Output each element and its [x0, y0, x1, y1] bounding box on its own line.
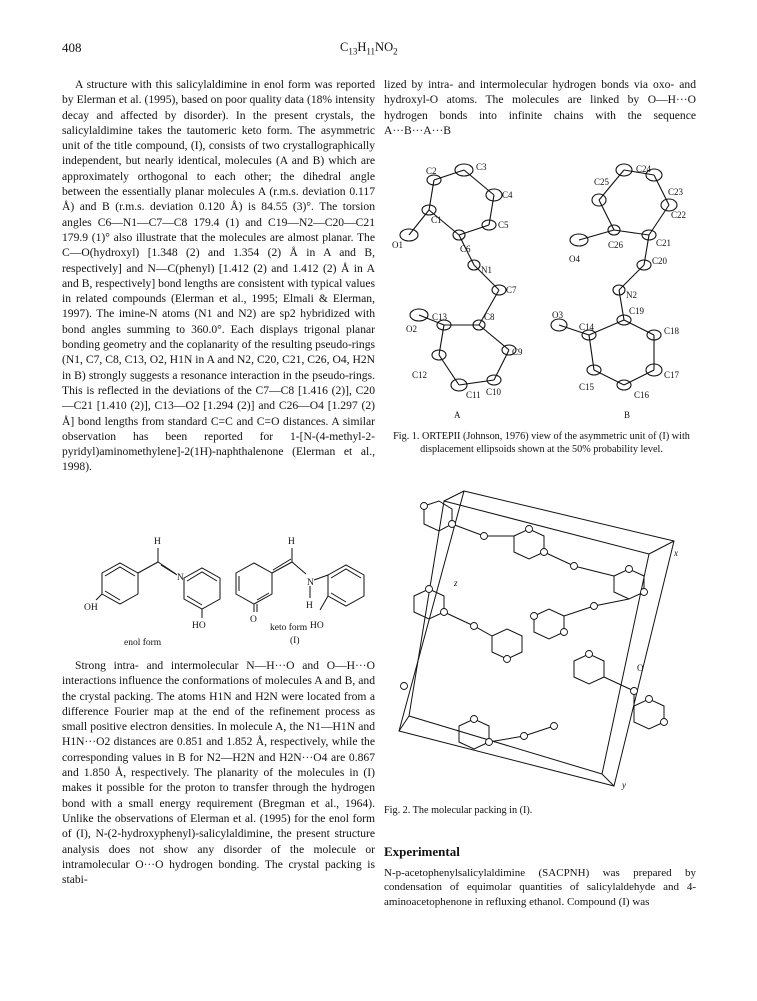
- scheme-o-keto: O: [250, 615, 257, 625]
- axis-label-origin: O: [637, 663, 644, 673]
- atom-label: C6: [460, 244, 471, 254]
- atom-label: C21: [656, 238, 672, 248]
- atom-label: C7: [506, 285, 517, 295]
- atom-label: C5: [498, 220, 509, 230]
- scheme-n-keto: N: [307, 578, 314, 588]
- unit-cell: [399, 491, 674, 786]
- atom-label: C19: [629, 306, 645, 316]
- paragraph: Strong intra- and intermolecular N—H···O and O—H···O interactions influence the conformations of molecules A and B, and the crystal packing. The atoms H1N and H2N were located from a difference Fourier map at the end of the refinement process as small positive electron densities. In molecule A, the N1—H1N and H1N···O2 distances are 0.851 and 1.852 Å, respectively, while the corresponding values in B for N2—H2N and H2N···O4 are 0.867 and 1.850 Å, respectively. The planarity of the molecules in (I) makes it possible for the proton to transfer through the hydrogen bond with a small energy requirement (Bregman et al., 1964). Unlike the observations of Elerman et al. (1995) for the enol form of (I), N-(2-hydroxyphenyl)-salicylaldimine, the present structure analysis does not show any disorder of the molecule or intramolecular O···O hydrogen bonding. The crystal packing is stabi-: [62, 659, 375, 887]
- atom-label: C11: [466, 390, 481, 400]
- page-number: 408: [62, 40, 82, 55]
- section-heading-experimental: Experimental: [384, 844, 460, 859]
- atom-label: C3: [476, 162, 487, 172]
- molecule-b: [551, 164, 677, 390]
- atom-label: C17: [664, 370, 680, 380]
- paragraph: lized by intra- and intermolecular hydrogen bonds via oxo- and hydroxyl-O atoms. The molecules are linked by O—H···O hydrogen bonds into infinite chains with the sequence A···B···A···B: [384, 78, 696, 137]
- atom-label: C23: [668, 187, 684, 197]
- atom-label: C25: [594, 177, 610, 187]
- scheme-h-enol: H: [154, 537, 161, 547]
- atom-label: O3: [552, 310, 563, 320]
- experimental-text: [384, 866, 696, 909]
- scheme-h-keto: H: [288, 537, 295, 547]
- atom-label: C15: [579, 382, 595, 392]
- paragraph: A structure with this salicylaldimine in enol form was reported by Elerman et al. (1995), based on poor quality data (18% intensity decay and affected by disorder). In the present crystals, the salicylaldimine takes the tautomeric keto form. The asymmetric unit of the title compound, (I), consists of two crystallographically independent, but nearly identical, molecules (A and B) which are approximately orthogonal to each other; the dihedral angle between the essentially planar molecules A (r.m.s. deviation 0.117 Å) and B (r.m.s. deviation 0.120 Å) is 84.55 (3)°. The torsion angles C6—N1—C7—C8 179.4 (1) and C19—N2—C20—C21 179.9 (1)° also illustrate that the molecules are almost planar. The C—O(hydroxyl) [1.348 (2) and 1.354 (2) Å in A and B, respectively] and N—C(phenyl) [1.412 (2) and 1.412 (2) Å in A and B, respectively] bond lengths are consistent with typical values in related compounds (Elerman et al., 1995; Elmali & Elerman, 1997). The imine-N atoms (N1 and N2) are sp2 hybridized with bond angles summing to 360.0°. Each displays trigonal planar bonding geometry and the coplanarity of the resulting pseudo-rings (N1, C7, C8, C13, O2, H1N in A and N2, C20, C21, C26, O4, H2N in B) strongly suggests a resonance interaction in the pseudo-rings. This is reflected in the deviations of the C7—C8 [1.416 (2)], C20—C21 [1.410 (2)], C13—O2 [1.294 (2)] and C26—O4 [1.297 (2) Å] bond lengths from standard C=C and C=O distances. A similar observation has been reported for 1-[N-(4-methyl-2-pyridyl)aminomethylene]-2(1H)-naphthalenone (Elerman et al., 1998).: [62, 78, 375, 474]
- atom-label: C22: [671, 210, 687, 220]
- figure-2-packing: [384, 476, 704, 796]
- atom-label: C26: [608, 240, 624, 250]
- left-column-text-2: [62, 658, 375, 887]
- atom-label: O2: [406, 324, 417, 334]
- atom-label: C12: [412, 370, 428, 380]
- molecule-b-label: B: [624, 410, 631, 420]
- figure-1-ortep: [384, 140, 704, 425]
- atom-label: C1: [431, 215, 442, 225]
- keto-structure: [236, 548, 364, 612]
- scheme-ho-enol: HO: [192, 621, 206, 631]
- atom-label: O1: [392, 240, 403, 250]
- axis-label-y: y: [622, 780, 626, 790]
- scheme-h-nh: H: [306, 601, 313, 611]
- enol-form-label: enol form: [124, 638, 162, 648]
- keto-form-label: keto form: [270, 623, 308, 633]
- molecule-a-label: A: [454, 410, 461, 420]
- atom-label: N2: [626, 290, 637, 300]
- atom-label: O4: [569, 254, 580, 264]
- running-header-formula: $C_{13}H_{11}NO_2$: [340, 40, 398, 57]
- chemical-scheme: [62, 530, 375, 650]
- figure-1-caption: Fig. 1. ORTEPII (Johnson, 1976) view of the asymmetric unit of (I) with displacement ellipsoids shown at the 50% probability level.: [393, 431, 690, 455]
- figure-2-caption: Fig. 2. The molecular packing in (I).: [384, 805, 533, 816]
- atom-label: C14: [579, 322, 595, 332]
- atom-label: C16: [634, 390, 650, 400]
- atom-label: C4: [502, 190, 513, 200]
- scheme-ho-keto: HO: [310, 621, 324, 631]
- molecule-a: [400, 164, 516, 391]
- paragraph: N-p-acetophenylsalicylaldimine (SACPNH) was prepared by condensation of equimolar quantities of salicylaldehyde and 4-aminoacetophenone in refluxing ethanol. Compound (I) was: [384, 867, 696, 908]
- scheme-n-enol: N: [177, 573, 184, 583]
- atom-label: C13: [432, 312, 448, 322]
- atom-label: C2: [426, 166, 437, 176]
- atom-label: C18: [664, 326, 680, 336]
- right-column-text: [384, 77, 696, 138]
- axis-label-z: z: [454, 578, 458, 588]
- atom-label: N1: [481, 265, 492, 275]
- atom-label: C8: [484, 312, 495, 322]
- axis-label-x: x: [674, 548, 678, 558]
- atom-label: C20: [652, 256, 668, 266]
- atom-label: C24: [636, 164, 652, 174]
- scheme-oh-enol: OH: [84, 603, 98, 613]
- atom-label: C9: [512, 347, 523, 357]
- left-column-text: [62, 77, 375, 475]
- atom-label: C10: [486, 387, 502, 397]
- enol-structure: [96, 548, 220, 618]
- compound-label: (I): [290, 636, 300, 646]
